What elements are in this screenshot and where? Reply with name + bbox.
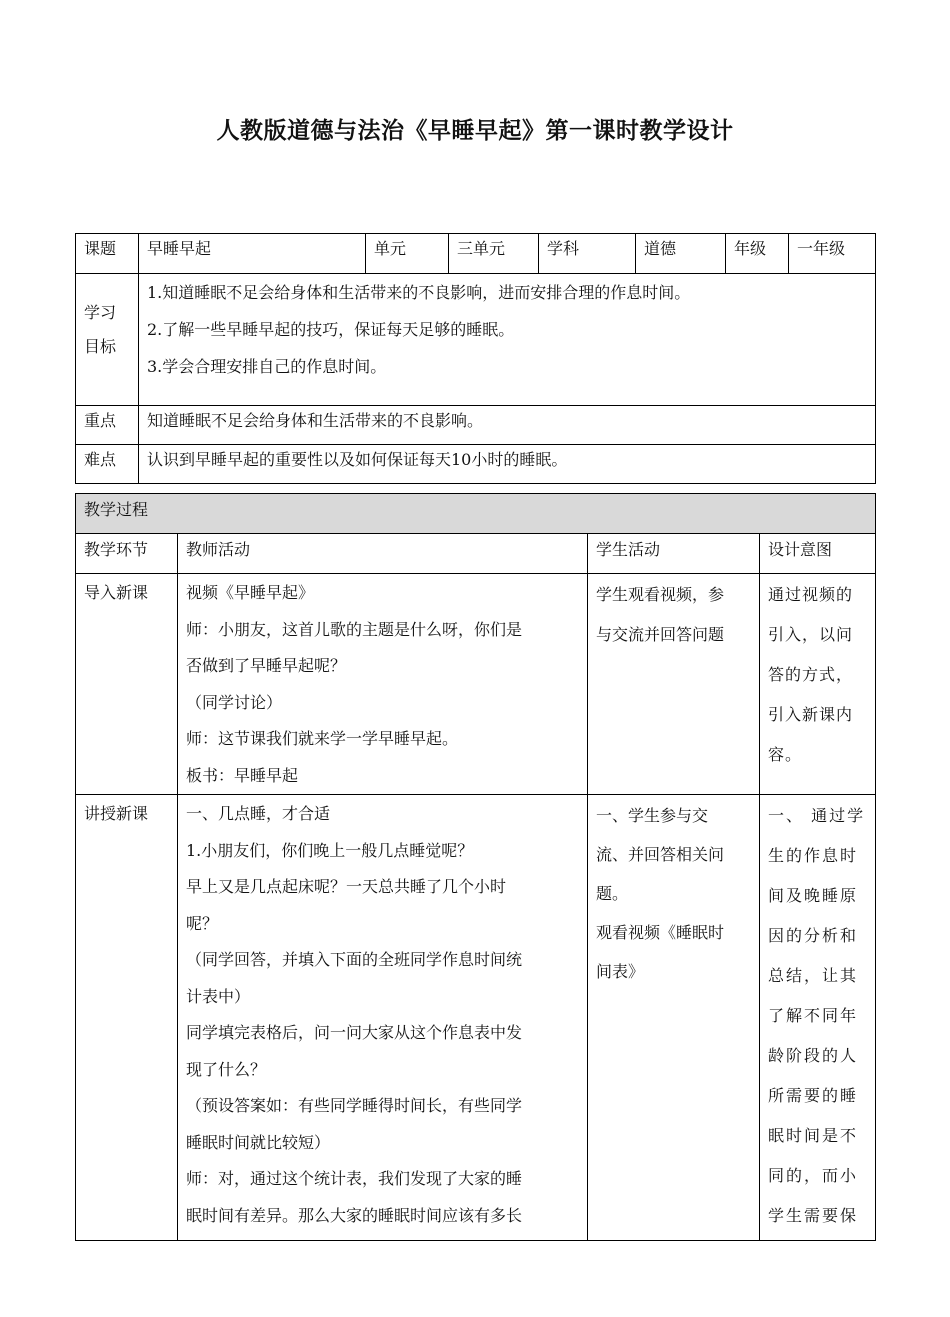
student-line: 观看视频《睡眠时 <box>596 923 725 942</box>
key-point-value: 知道睡眠不足会给身体和生活带来的不良影响。 <box>139 406 876 445</box>
intent-line: 一、 通过学 <box>768 806 866 825</box>
intent-line: 容。 <box>768 745 803 764</box>
subject-value: 道德 <box>636 234 726 274</box>
goal-item: 2.了解一些早睡早起的技巧，保证每天足够的睡眠。 <box>147 320 515 339</box>
teacher-line: （同学回答，并填入下面的全班同学作息时间统 <box>186 950 523 969</box>
topic-label: 课题 <box>76 234 139 274</box>
intent-line: 间及晚睡原 <box>768 886 859 905</box>
teacher-line: 视频《早睡早起》 <box>186 583 315 602</box>
stage-cell: 讲授新课 <box>76 795 178 1241</box>
subject-label: 学科 <box>539 234 636 274</box>
column-header-student: 学生活动 <box>588 534 760 574</box>
difficulty-label: 难点 <box>76 445 139 484</box>
intent-line: 因的分析和 <box>768 926 859 945</box>
goal-item: 1.知道睡眠不足会给身体和生活带来的不良影响，进而安排合理的作息时间。 <box>147 283 691 302</box>
teacher-line: 现了什么？ <box>186 1059 267 1079</box>
goals-list <box>139 274 876 406</box>
intent-line: 生的作息时 <box>768 846 859 865</box>
intent-line: 引入新课内 <box>768 705 854 724</box>
teacher-line: （预设答案如：有些同学睡得时间长，有些同学 <box>186 1096 523 1115</box>
table-row-intro <box>76 574 876 795</box>
difficulty-value: 认识到早睡早起的重要性以及如何保证每天10小时的睡眠。 <box>139 445 876 484</box>
student-line: 一、学生参与交 <box>596 806 709 825</box>
design-intent-cell <box>760 795 876 1241</box>
teacher-line: 一、几点睡，才合适 <box>186 804 331 823</box>
student-line: 与交流并回答问题 <box>596 625 725 644</box>
topic-value: 早睡早起 <box>139 234 366 274</box>
intent-line: 学生需要保 <box>768 1206 859 1225</box>
grade-value: 一年级 <box>789 234 876 274</box>
teacher-line: 板书：早睡早起 <box>186 765 299 785</box>
teacher-line: 呢？ <box>186 913 219 933</box>
teacher-line: （同学讨论） <box>186 692 283 712</box>
intent-line: 总结，让其 <box>768 966 859 985</box>
stage-cell: 导入新课 <box>76 574 178 795</box>
teacher-activity-cell <box>178 795 588 1241</box>
column-header-intent: 设计意图 <box>760 534 876 574</box>
lesson-info-table <box>75 233 876 484</box>
teaching-process-table <box>75 493 876 1241</box>
intent-line: 通过视频的 <box>768 585 854 604</box>
intent-line: 同的，而小 <box>768 1166 859 1185</box>
teacher-line: 师：小朋友，这首儿歌的主题是什么呀，你们是 <box>186 619 523 639</box>
goals-label <box>76 274 139 406</box>
teacher-activity-cell <box>178 574 588 795</box>
intent-line: 引入，以问 <box>768 625 854 644</box>
unit-label: 单元 <box>366 234 449 274</box>
page-title: 人教版道德与法治《早睡早起》第一课时教学设计 <box>216 118 734 144</box>
teacher-line: 睡眠时间就比较短） <box>186 1132 331 1152</box>
table-row-teach <box>76 795 876 1241</box>
student-line: 题。 <box>596 884 629 903</box>
teacher-line: 师：这节课我们就来学一学早睡早起。 <box>186 729 459 748</box>
goals-label-line-1: 学习 <box>84 303 117 322</box>
intent-line: 所需要的睡 <box>768 1086 859 1105</box>
intent-line: 眠时间是不 <box>768 1126 859 1145</box>
student-line: 流、并回答相关问 <box>596 845 725 864</box>
student-activity-cell <box>588 795 760 1241</box>
intent-line: 了解不同年 <box>768 1006 859 1025</box>
grade-label: 年级 <box>726 234 789 274</box>
teacher-line: 早上又是几点起床呢？一天总共睡了几个小时 <box>186 877 507 896</box>
goals-label-line-2: 目标 <box>84 337 117 356</box>
student-line: 学生观看视频，参 <box>596 585 725 604</box>
column-header-stage: 教学环节 <box>76 534 178 574</box>
key-point-label: 重点 <box>76 406 139 445</box>
intent-line: 龄阶段的人 <box>768 1046 859 1065</box>
intent-line: 答的方式， <box>768 665 854 684</box>
process-header: 教学过程 <box>76 494 876 534</box>
teacher-line: 同学填完表格后，问一问大家从这个作息表中发 <box>186 1023 523 1042</box>
design-intent-cell <box>760 574 876 795</box>
goal-item: 3.学会合理安排自己的作息时间。 <box>147 357 387 376</box>
teacher-line: 师：对，通过这个统计表，我们发现了大家的睡 <box>186 1169 523 1188</box>
teacher-line: 1.小朋友们，你们晚上一般几点睡觉呢？ <box>186 840 474 860</box>
teacher-line: 否做到了早睡早起呢？ <box>186 656 347 675</box>
teacher-line: 眠时间有差异。那么大家的睡眠时间应该有多长 <box>186 1205 523 1225</box>
teacher-line: 计表中） <box>186 986 251 1006</box>
student-activity-cell <box>588 574 760 795</box>
student-line: 间表》 <box>596 962 645 981</box>
unit-value: 三单元 <box>449 234 539 274</box>
column-header-teacher: 教师活动 <box>178 534 588 574</box>
